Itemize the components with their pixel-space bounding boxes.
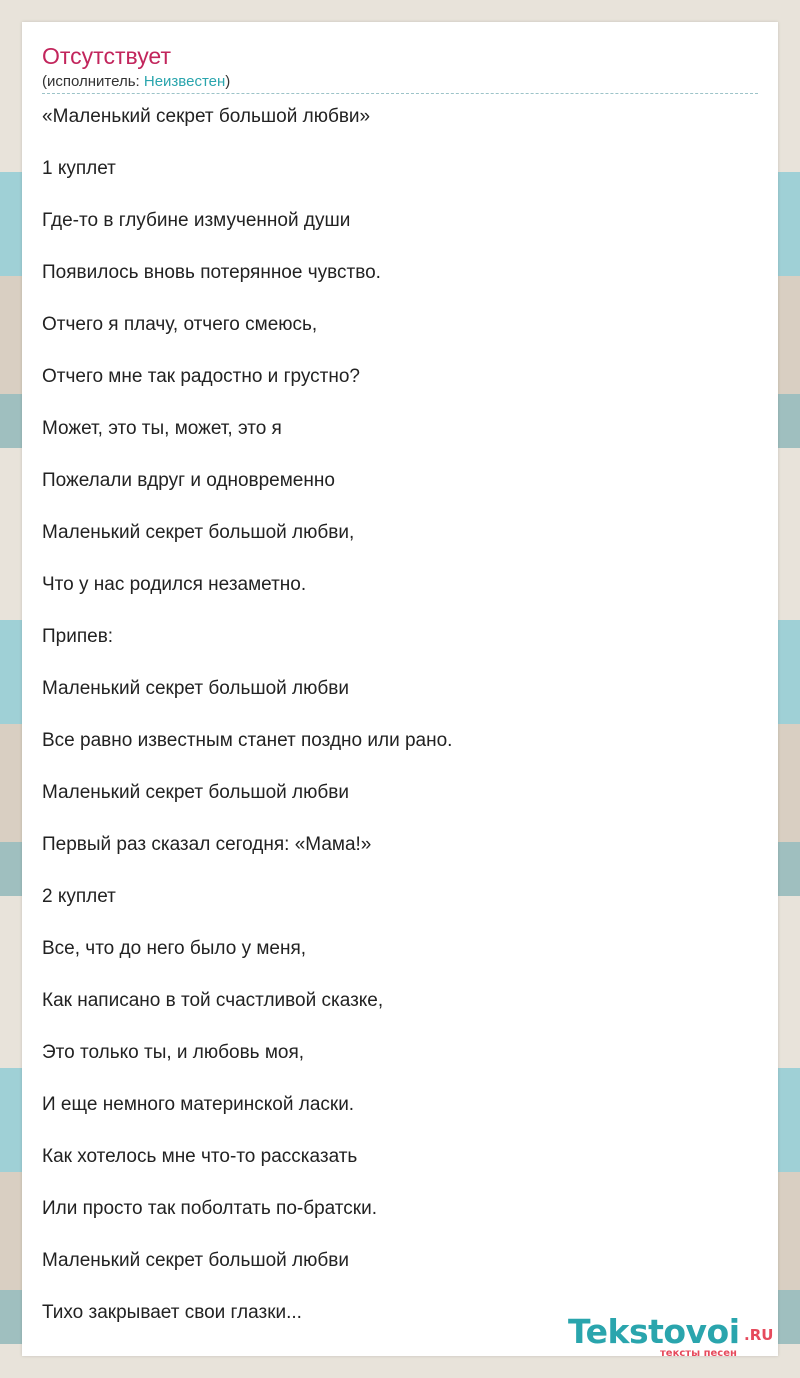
lyric-line: Появилось вновь потерянное чувство. <box>42 262 381 283</box>
lyrics-list <box>42 106 758 1354</box>
lyric-line: Маленький секрет большой любви <box>42 1250 349 1271</box>
lyric-line: Отчего мне так радостно и грустно? <box>42 366 360 387</box>
site-logo[interactable] <box>568 1312 778 1362</box>
lyric-line: «Маленький секрет большой любви» <box>42 106 371 127</box>
lyric-line: Первый раз сказал сегодня: «Мама!» <box>42 834 372 855</box>
lyric-line: И еще немного материнской ласки. <box>42 1094 355 1115</box>
song-title: Отсутствует <box>42 43 171 69</box>
lyric-line: 2 куплет <box>42 886 116 907</box>
lyric-line: Как написано в той счастливой сказке, <box>42 990 384 1011</box>
lyric-line: Маленький секрет большой любви <box>42 678 349 699</box>
artist-prefix: (исполнитель: <box>42 73 144 90</box>
lyric-line: Отчего я плачу, отчего смеюсь, <box>42 314 318 335</box>
lyric-line: Или просто так поболтать по-братски. <box>42 1198 378 1219</box>
artist-line <box>42 73 230 91</box>
logo-subtitle: тексты песен <box>660 1348 737 1359</box>
logo-wordmark: Tekstovoi <box>568 1312 740 1351</box>
lyric-line: Где-то в глубине измученной души <box>42 210 351 231</box>
lyric-line: Тихо закрывает свои глазки... <box>42 1302 302 1323</box>
lyric-line: Маленький секрет большой любви, <box>42 522 355 543</box>
lyrics-card <box>22 22 778 1359</box>
lyric-line: Это только ты, и любовь моя, <box>42 1042 305 1063</box>
artist-suffix: ) <box>225 73 231 90</box>
artist-link[interactable]: Неизвестен <box>143 73 226 90</box>
lyric-line: Все, что до него было у меня, <box>42 938 307 959</box>
lyric-line: Пожелали вдруг и одновременно <box>42 470 335 491</box>
lyric-line: Что у нас родился незаметно. <box>42 574 307 595</box>
lyric-line: Маленький секрет большой любви <box>42 782 349 803</box>
lyric-line: 1 куплет <box>42 158 116 179</box>
lyric-line: Припев: <box>42 626 114 647</box>
title-divider <box>42 93 758 94</box>
lyric-line: Может, это ты, может, это я <box>42 418 282 439</box>
lyric-line: Как хотелось мне что-то рассказать <box>42 1146 358 1167</box>
logo-tld: .RU <box>744 1326 774 1344</box>
lyric-line: Все равно известным станет поздно или рано. <box>42 730 453 751</box>
